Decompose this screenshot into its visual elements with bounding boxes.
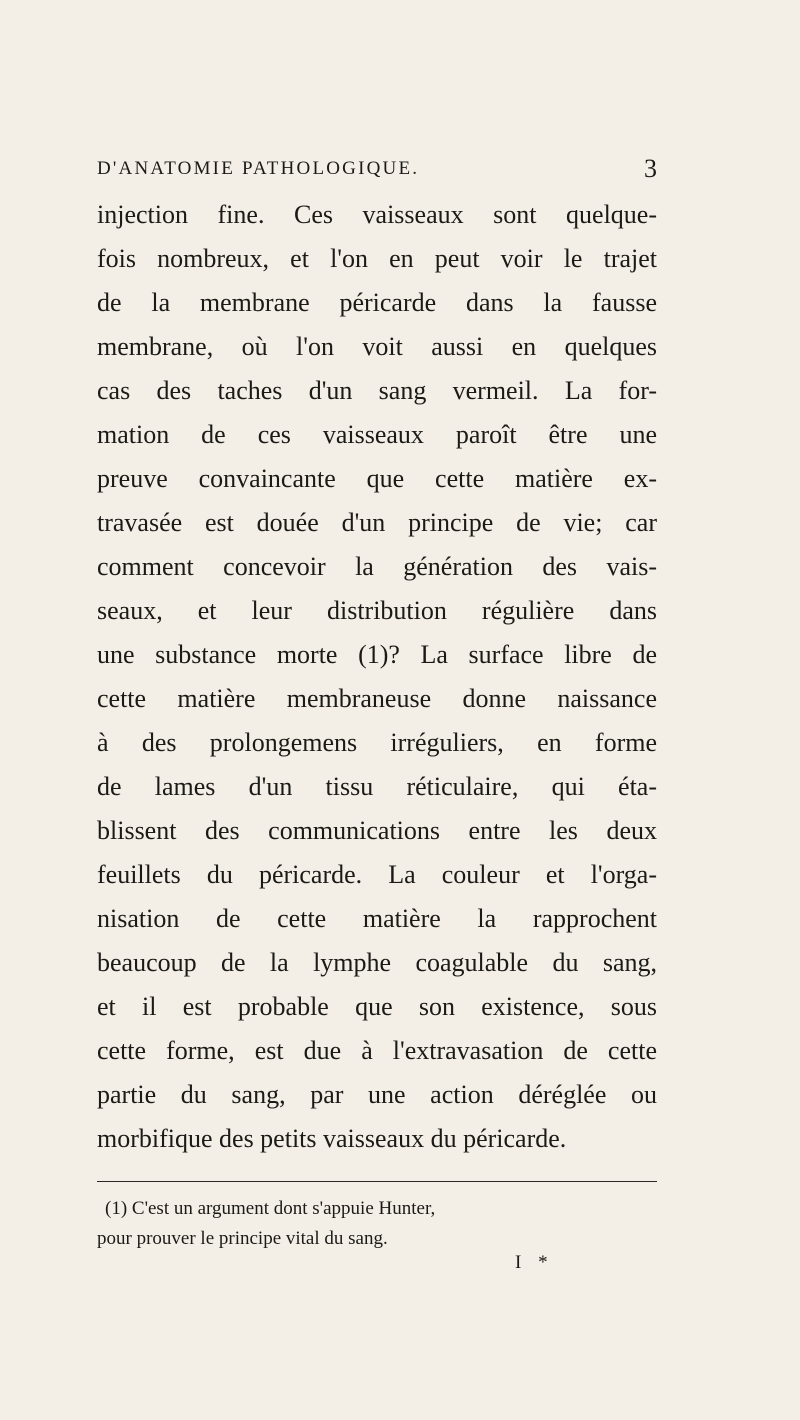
- text-line: seaux, et leur distribution régulière dans: [97, 596, 657, 625]
- main-text: [97, 193, 657, 1161]
- footnote-line: (1) C'est un argument dont s'appuie Hunter,: [105, 1198, 436, 1219]
- text-line: blissent des communications entre les deux: [97, 816, 657, 845]
- text-line: et il est probable que son existence, sous: [97, 992, 657, 1021]
- text-line: à des prolongemens irréguliers, en forme: [97, 728, 657, 757]
- text-line: fois nombreux, et l'on en peut voir le trajet: [97, 244, 657, 273]
- text-line: preuve convaincante que cette matière ex-: [97, 464, 657, 493]
- running-head: D'ANATOMIE PATHOLOGIQUE.: [97, 158, 420, 179]
- footnote-line: pour prouver le principe vital du sang.: [97, 1228, 388, 1249]
- page-number: 3: [644, 154, 657, 183]
- text-line: mation de ces vaisseaux paroît être une: [97, 420, 657, 449]
- text-line: membrane, où l'on voit aussi en quelques: [97, 332, 657, 361]
- text-line: injection fine. Ces vaisseaux sont quelque-: [97, 200, 657, 229]
- page-header: [97, 154, 657, 194]
- text-line: travasée est douée d'un principe de vie; car: [97, 508, 657, 537]
- text-line: de lames d'un tissu réticulaire, qui éta-: [97, 772, 657, 801]
- text-line: cette matière membraneuse donne naissance: [97, 684, 657, 713]
- text-line: partie du sang, par une action déréglée ou: [97, 1080, 657, 1109]
- text-line: feuillets du péricarde. La couleur et l'orga-: [97, 860, 657, 889]
- text-line: nisation de cette matière la rapprochent: [97, 904, 657, 933]
- text-line: morbifique des petits vaisseaux du péricarde.: [97, 1124, 567, 1153]
- text-line: cas des taches d'un sang vermeil. La for-: [97, 376, 657, 405]
- text-line: comment concevoir la génération des vais-: [97, 552, 657, 581]
- text-line: cette forme, est due à l'extravasation de cette: [97, 1036, 657, 1065]
- text-line: une substance morte (1)? La surface libre de: [97, 640, 657, 669]
- text-line: de la membrane péricarde dans la fausse: [97, 288, 657, 317]
- footnote: [97, 1194, 657, 1254]
- signature-mark: I *: [515, 1252, 554, 1273]
- footnote-divider: [97, 1181, 657, 1182]
- text-line: beaucoup de la lymphe coagulable du sang,: [97, 948, 657, 977]
